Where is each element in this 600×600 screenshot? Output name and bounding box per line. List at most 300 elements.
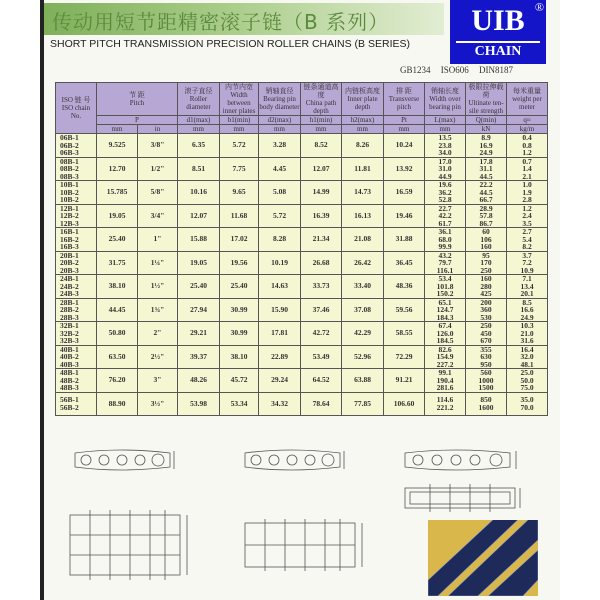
weight-per-meter-value: 3.5	[522, 218, 532, 228]
column-header-cn: 滚子直径	[184, 87, 213, 95]
width-over-pin-value: 52.8	[438, 195, 452, 204]
pitch-in: 1¾"	[138, 298, 178, 322]
pitch-mm: 44.45	[97, 298, 138, 322]
iso-chain-no-value: 12B-3	[60, 218, 79, 228]
width-over-pin-value: 22.7	[438, 203, 452, 213]
tensile-strength-value: 28.9	[479, 203, 493, 213]
tensile-strength-value: 8.9	[481, 133, 491, 142]
width-over-pin	[425, 322, 466, 346]
tensile-strength-value: 250	[480, 265, 492, 275]
weight-per-meter	[507, 251, 548, 275]
width-over-pin-value: 281.6	[436, 383, 454, 392]
tensile-strength-value: 16.9	[479, 140, 493, 150]
iso-chain-no	[56, 345, 97, 369]
iso-chain-no-value: 32B-2	[60, 328, 79, 338]
column-header-cn: 内链板高度	[345, 87, 380, 95]
iso-chain-no-value: 48B-1	[60, 368, 79, 377]
chain-path-depth: 14.99	[301, 181, 342, 205]
width-over-pin-value: 65.1	[438, 297, 452, 307]
column-header	[425, 83, 466, 116]
pitch-in: 3½"	[138, 392, 178, 416]
pitch-mm: 76.20	[97, 369, 138, 393]
iso-chain-no-value: 24B-3	[60, 289, 79, 298]
transverse-pitch: 13.92	[384, 157, 425, 181]
tensile-strength	[466, 298, 507, 322]
transverse-pitch: 58.55	[384, 322, 425, 346]
iso-chain-no-value: 32B-1	[60, 321, 79, 330]
width-over-pin-value: 67.4	[438, 321, 452, 330]
weight-per-meter	[507, 204, 548, 228]
iso-chain-no-value: 10B-2	[60, 187, 79, 197]
column-header-en: Pitch	[129, 99, 145, 107]
column-symbol: L(max)	[425, 116, 466, 125]
logo-divider	[456, 41, 540, 43]
transverse-pitch: 10.24	[384, 134, 425, 158]
title-chinese: 传动用短节距精密滚子链（B 系列）	[52, 10, 390, 34]
column-symbol: h2(max)	[342, 116, 384, 125]
column-unit: mm	[178, 125, 220, 134]
pitch-in: 1½"	[138, 275, 178, 299]
tensile-strength-value: 95	[482, 250, 490, 260]
iso-chain-no	[56, 392, 97, 416]
column-header	[507, 83, 548, 116]
column-unit: kN	[466, 125, 507, 134]
weight-per-meter-value: 75.0	[520, 383, 534, 392]
column-header-cn: ISO 链 号	[61, 96, 91, 104]
logo-sub: CHAIN	[474, 44, 522, 59]
weight-per-meter-value: 35.0	[520, 395, 534, 405]
pitch-mm: 88.90	[97, 392, 138, 416]
iso-chain-no-value: 40B-3	[60, 359, 79, 369]
column-header-en: Inner plate depth	[347, 95, 378, 111]
width-over-pin	[425, 275, 466, 299]
column-header-en: Width over bearing pin	[429, 95, 461, 111]
table-row	[56, 298, 548, 322]
uib-chain-logo	[450, 0, 546, 64]
chain-path-depth: 26.68	[301, 251, 342, 275]
pin-diameter: 5.08	[259, 181, 301, 205]
roller-diameter: 10.16	[178, 181, 220, 205]
weight-per-meter-value: 25.0	[520, 368, 534, 377]
column-header-cn: 节 距	[129, 91, 145, 99]
transverse-pitch: 59.56	[384, 298, 425, 322]
tensile-strength-value: 670	[480, 336, 492, 345]
tensile-strength	[466, 275, 507, 299]
weight-per-meter-value: 1.2	[522, 148, 532, 157]
chain-path-depth: 53.49	[301, 345, 342, 369]
weight-per-meter-value: 70.0	[520, 402, 534, 412]
width-over-pin-value: 36.2	[438, 187, 452, 197]
tensile-strength-value: 200	[480, 297, 492, 307]
tensile-strength	[466, 228, 507, 252]
column-symbol: b1(min)	[220, 116, 259, 125]
inner-width: 53.34	[220, 392, 259, 416]
roller-diameter: 27.94	[178, 298, 220, 322]
column-unit: mm	[384, 125, 425, 134]
single-chain-side-diagram	[70, 445, 180, 475]
registered-mark: ®	[534, 0, 544, 14]
tensile-strength	[466, 157, 507, 181]
roller-chain-photo	[428, 520, 538, 596]
width-over-pin	[425, 134, 466, 158]
tensile-strength	[466, 181, 507, 205]
width-over-pin-value: 190.4	[436, 375, 454, 385]
double-chain-top-diagram	[240, 515, 370, 580]
pin-diameter: 3.28	[259, 134, 301, 158]
iso-chain-no-value: 56B-2	[60, 402, 79, 412]
pitch-mm: 12.70	[97, 157, 138, 181]
triple-chain-side-diagram	[400, 445, 525, 475]
column-unit: mm	[220, 125, 259, 134]
weight-per-meter	[507, 369, 548, 393]
tensile-strength-value: 44.5	[479, 171, 493, 181]
pitch-in: 1¼"	[138, 251, 178, 275]
iso-chain-no-value: 08B-1	[60, 156, 79, 166]
width-over-pin	[425, 228, 466, 252]
tensile-strength-value: 66.7	[479, 195, 493, 204]
width-over-pin-value: 154.9	[436, 352, 454, 361]
chain-path-depth: 16.39	[301, 204, 342, 228]
width-over-pin-value: 184.3	[436, 312, 454, 322]
pitch-mm: 63.50	[97, 345, 138, 369]
column-symbol: Q(min)	[466, 116, 507, 125]
logo-brand: UIB	[471, 4, 525, 37]
pitch-in: 2"	[138, 322, 178, 346]
tensile-strength-value: 160	[480, 242, 492, 251]
weight-per-meter-value: 2.8	[522, 195, 532, 204]
pin-diameter: 4.45	[259, 157, 301, 181]
width-over-pin-value: 34.0	[438, 148, 452, 157]
weight-per-meter	[507, 345, 548, 369]
iso-chain-no	[56, 298, 97, 322]
tensile-strength-value: 1000	[478, 375, 494, 385]
table-row	[56, 228, 548, 252]
weight-per-meter-value: 5.4	[522, 234, 532, 244]
width-over-pin-value: 13.5	[438, 133, 452, 142]
column-unit: kg/m	[507, 125, 548, 134]
weight-per-meter	[507, 392, 548, 416]
tensile-strength	[466, 392, 507, 416]
weight-per-meter-value: 16.4	[520, 344, 534, 354]
table-row	[56, 181, 548, 205]
column-header	[220, 83, 259, 116]
inner-width: 45.72	[220, 369, 259, 393]
tensile-strength-value: 280	[480, 281, 492, 291]
weight-per-meter-value: 1.9	[522, 187, 532, 197]
width-over-pin	[425, 369, 466, 393]
tensile-strength-value: 355	[480, 344, 492, 354]
tensile-strength-value: 1500	[478, 383, 494, 392]
chain-path-depth: 21.34	[301, 228, 342, 252]
roller-diameter: 53.98	[178, 392, 220, 416]
tensile-strength	[466, 345, 507, 369]
pitch-in: 2½"	[138, 345, 178, 369]
roller-diameter: 29.21	[178, 322, 220, 346]
iso-chain-no-value: 28B-2	[60, 305, 79, 314]
tensile-strength-value: 560	[480, 368, 492, 377]
width-over-pin-value: 17.0	[438, 156, 452, 166]
width-over-pin-value: 126.0	[436, 328, 454, 338]
pin-diameter: 5.72	[259, 204, 301, 228]
column-header-cn: 销轴直径	[265, 87, 294, 95]
pin-diameter: 14.63	[259, 275, 301, 299]
weight-per-meter-value: 0.7	[522, 156, 532, 166]
weight-per-meter	[507, 157, 548, 181]
roller-diameter: 19.05	[178, 251, 220, 275]
pitch-mm: 31.75	[97, 251, 138, 275]
tensile-strength-value: 106	[480, 234, 492, 244]
iso-chain-no-value: 06B-1	[60, 133, 79, 142]
column-symbol: Pt	[384, 116, 425, 125]
iso-chain-no	[56, 157, 97, 181]
column-header	[466, 83, 507, 116]
pin-diameter: 8.28	[259, 228, 301, 252]
column-header-cn: 排 距	[396, 87, 412, 95]
weight-per-meter	[507, 322, 548, 346]
iso-chain-no-value: 28B-1	[60, 297, 79, 307]
iso-chain-no-value: 06B-3	[60, 148, 79, 157]
inner-plate-depth: 21.08	[342, 228, 384, 252]
column-header-en: Transverse pitch	[388, 95, 420, 111]
width-over-pin	[425, 181, 466, 205]
weight-per-meter-value: 7.1	[522, 274, 532, 283]
pitch-in: 3/4"	[138, 204, 178, 228]
tensile-strength	[466, 204, 507, 228]
iso-chain-no-value: 12B-1	[60, 203, 79, 213]
column-header-cn: 极限拉伸载荷	[468, 83, 504, 99]
weight-per-meter-value: 3.7	[522, 250, 532, 260]
weight-per-meter-value: 31.6	[520, 336, 534, 345]
inner-width: 38.10	[220, 345, 259, 369]
weight-per-meter	[507, 275, 548, 299]
width-over-pin	[425, 392, 466, 416]
column-header	[301, 83, 342, 116]
pitch-mm: 9.525	[97, 134, 138, 158]
weight-per-meter-value: 2.7	[522, 227, 532, 236]
pin-diameter: 10.19	[259, 251, 301, 275]
tensile-strength-value: 170	[480, 258, 492, 267]
inner-plate-depth: 63.88	[342, 369, 384, 393]
transverse-pitch: 19.46	[384, 204, 425, 228]
inner-width: 19.56	[220, 251, 259, 275]
width-over-pin-value: 99.9	[438, 242, 452, 251]
inner-plate-depth: 14.73	[342, 181, 384, 205]
transverse-pitch: 16.59	[384, 181, 425, 205]
iso-chain-no-value: 24B-1	[60, 274, 79, 283]
width-over-pin-value: 61.7	[438, 218, 452, 228]
weight-per-meter-value: 20.1	[520, 289, 534, 298]
tensile-strength-value: 850	[480, 395, 492, 405]
width-over-pin	[425, 251, 466, 275]
column-header	[97, 83, 178, 116]
inner-width: 7.75	[220, 157, 259, 181]
inner-width: 25.40	[220, 275, 259, 299]
inner-plate-depth: 52.96	[342, 345, 384, 369]
chain-path-depth: 64.52	[301, 369, 342, 393]
inner-plate-depth: 37.08	[342, 298, 384, 322]
tensile-strength-value: 31.1	[479, 164, 493, 173]
column-header	[259, 83, 301, 116]
column-symbol: h1(min)	[301, 116, 342, 125]
weight-per-meter-value: 0.4	[522, 133, 532, 142]
width-over-pin-value: 42.2	[438, 211, 452, 220]
tensile-strength-value: 425	[480, 289, 492, 298]
iso-chain-no	[56, 181, 97, 205]
table-row	[56, 134, 548, 158]
column-header-cn: 内节内宽	[225, 83, 253, 91]
double-chain-side-diagram	[240, 445, 350, 475]
iso-chain-no-value: 28B-3	[60, 312, 79, 322]
table-row	[56, 322, 548, 346]
tensile-strength-value: 17.8	[479, 156, 493, 166]
width-over-pin-value: 36.1	[438, 227, 452, 236]
column-header-en: China path depth	[305, 99, 337, 115]
transverse-pitch: 91.21	[384, 369, 425, 393]
table-row	[56, 204, 548, 228]
transverse-pitch: 31.88	[384, 228, 425, 252]
weight-per-meter-value: 2.1	[522, 171, 532, 181]
width-over-pin-value: 116.1	[436, 265, 454, 275]
column-unit: mm	[301, 125, 342, 134]
width-over-pin-value: 44.9	[438, 171, 452, 181]
chain-path-depth: 33.73	[301, 275, 342, 299]
tensile-strength-value: 630	[480, 352, 492, 361]
width-over-pin-value: 31.0	[438, 164, 452, 173]
single-chain-top-diagram	[400, 478, 525, 518]
tensile-strength-value: 250	[480, 321, 492, 330]
tensile-strength-value: 950	[480, 359, 492, 369]
width-over-pin-value: 114.6	[436, 395, 454, 405]
weight-per-meter-value: 1.2	[522, 203, 532, 213]
tensile-strength-value: 1600	[478, 402, 494, 412]
inner-width: 30.99	[220, 298, 259, 322]
inner-plate-depth: 42.29	[342, 322, 384, 346]
weight-per-meter-value: 32.0	[520, 352, 534, 361]
iso-chain-no	[56, 322, 97, 346]
weight-per-meter-value: 16.6	[520, 305, 534, 314]
chain-path-depth: 12.07	[301, 157, 342, 181]
column-unit: mm	[259, 125, 301, 134]
pitch-in: 1/2"	[138, 157, 178, 181]
chain-path-depth: 42.72	[301, 322, 342, 346]
weight-per-meter-value: 48.1	[520, 359, 534, 369]
column-header-cn: 每米重量	[513, 87, 541, 95]
iso-chain-no	[56, 204, 97, 228]
roller-diameter: 12.07	[178, 204, 220, 228]
iso-chain-no-value: 16B-3	[60, 242, 79, 251]
iso-chain-no	[56, 228, 97, 252]
column-header-en: ISO chain No.	[61, 104, 91, 120]
tensile-strength-value: 60	[482, 227, 490, 236]
inner-plate-depth: 33.40	[342, 275, 384, 299]
pitch-in: 5/8"	[138, 181, 178, 205]
transverse-pitch: 36.45	[384, 251, 425, 275]
tensile-strength-value: 450	[480, 328, 492, 338]
column-header	[56, 83, 97, 134]
weight-per-meter-value: 0.8	[522, 140, 532, 150]
iso-chain-no-value: 20B-3	[60, 265, 79, 275]
iso-chain-no-value: 12B-2	[60, 211, 79, 220]
weight-per-meter-value: 10.3	[520, 321, 534, 330]
inner-plate-depth: 77.85	[342, 392, 384, 416]
width-over-pin	[425, 157, 466, 181]
iso-chain-no-value: 40B-1	[60, 344, 79, 354]
iso-chain-no	[56, 251, 97, 275]
iso-chain-no-value: 16B-2	[60, 234, 79, 244]
weight-per-meter-value: 10.9	[520, 265, 534, 275]
tensile-strength	[466, 322, 507, 346]
weight-per-meter-value: 8.2	[522, 242, 532, 251]
roller-diameter: 6.35	[178, 134, 220, 158]
inner-width: 30.99	[220, 322, 259, 346]
tensile-strength-value: 57.8	[479, 211, 493, 220]
table-row	[56, 275, 548, 299]
chain-path-depth: 8.52	[301, 134, 342, 158]
iso-chain-no	[56, 275, 97, 299]
pitch-mm: 25.40	[97, 228, 138, 252]
width-over-pin-value: 68.0	[438, 234, 452, 244]
pitch-in: 3"	[138, 369, 178, 393]
weight-per-meter-value: 1.4	[522, 164, 532, 173]
column-header-en: Ultinate ten-sile strength	[468, 99, 504, 115]
table-row	[56, 369, 548, 393]
chain-path-depth: 37.46	[301, 298, 342, 322]
weight-per-meter-value: 21.0	[520, 328, 534, 338]
tensile-strength-value: 44.5	[479, 187, 493, 197]
iso-chain-no-value: 16B-1	[60, 227, 79, 236]
inner-width: 11.68	[220, 204, 259, 228]
column-unit: mm	[97, 125, 138, 134]
table-row	[56, 157, 548, 181]
iso-chain-no-value: 10B-2	[60, 195, 79, 204]
width-over-pin-value: 99.1	[438, 368, 452, 377]
weight-per-meter	[507, 134, 548, 158]
iso-chain-no-value: 20B-1	[60, 250, 79, 260]
inner-plate-depth: 16.13	[342, 204, 384, 228]
column-symbol: q≈	[507, 116, 548, 125]
iso-chain-no	[56, 134, 97, 158]
pin-diameter: 15.90	[259, 298, 301, 322]
tensile-strength	[466, 134, 507, 158]
weight-per-meter	[507, 228, 548, 252]
weight-per-meter-value: 50.0	[520, 375, 534, 385]
iso-chain-no-value: 06B-2	[60, 140, 79, 150]
pin-diameter: 29.24	[259, 369, 301, 393]
weight-per-meter-value: 24.9	[520, 312, 534, 322]
width-over-pin-value: 227.2	[436, 359, 454, 369]
column-header-cn: 链条通道高度	[303, 83, 339, 99]
weight-per-meter	[507, 181, 548, 205]
width-over-pin-value: 43.2	[438, 250, 452, 260]
roller-diameter: 48.26	[178, 369, 220, 393]
weight-per-meter-value: 1.0	[522, 180, 532, 189]
column-header-cn: 销轴长度	[431, 87, 459, 95]
width-over-pin-value: 53.4	[438, 274, 452, 283]
roller-diameter: 25.40	[178, 275, 220, 299]
column-symbol: P	[97, 116, 178, 125]
tensile-strength-value: 24.9	[479, 148, 493, 157]
iso-chain-no-value: 56B-1	[60, 395, 79, 405]
inner-plate-depth: 26.42	[342, 251, 384, 275]
column-symbol: d1(max)	[178, 116, 220, 125]
inner-width: 9.65	[220, 181, 259, 205]
table-row	[56, 345, 548, 369]
column-header	[384, 83, 425, 116]
pitch-mm: 38.10	[97, 275, 138, 299]
triple-chain-top-diagram	[65, 505, 195, 585]
weight-per-meter-value: 2.4	[522, 211, 532, 220]
chain-path-depth: 78.64	[301, 392, 342, 416]
